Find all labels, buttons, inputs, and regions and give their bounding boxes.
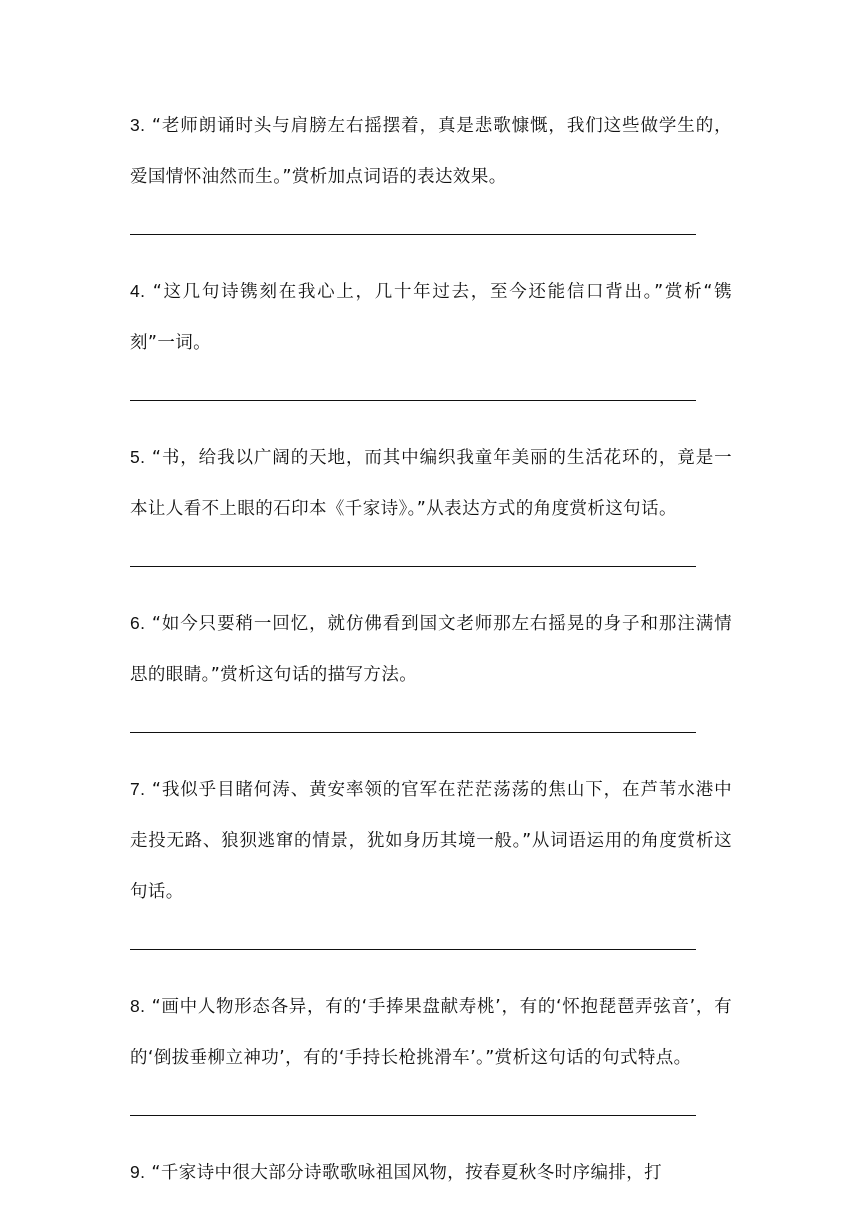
question-7 [130, 764, 732, 950]
question-number: 7. [130, 779, 146, 799]
question-text [130, 432, 732, 535]
question-9 [130, 1147, 732, 1199]
question-5 [130, 432, 732, 567]
question-number: 3. [130, 115, 146, 135]
question-body: “老师朗诵时头与肩膀左右摇摆着，真是悲歌慷慨，我们这些做学生的，爱国情怀油然而生。”赏析加点词语的表达效果。 [130, 116, 732, 187]
answer-line[interactable] [130, 1115, 696, 1116]
question-body: “这几句诗镌刻在我心上，几十年过去，至今还能信口背出。”赏析“镌刻”一词。 [130, 282, 732, 353]
question-3 [130, 100, 732, 235]
answer-line[interactable] [130, 949, 696, 950]
answer-line[interactable] [130, 566, 696, 567]
question-number: 9. [130, 1162, 146, 1182]
answer-line[interactable] [130, 732, 696, 733]
question-number: 5. [130, 447, 146, 467]
answer-line[interactable] [130, 234, 696, 235]
question-number: 8. [130, 996, 146, 1016]
question-text [130, 764, 732, 918]
question-text [130, 598, 732, 701]
question-text [130, 100, 732, 203]
question-body: “我似乎目睹何涛、黄安率领的官军在茫茫荡荡的焦山下，在芦苇水港中走投无路、狼狈逃窜的情景，犹如身历其境一般。”从词语运用的角度赏析这句话。 [130, 780, 732, 902]
question-6 [130, 598, 732, 733]
question-body: “书，给我以广阔的天地，而其中编织我童年美丽的生活花环的，竟是一本让人看不上眼的石印本《千家诗》。”从表达方式的角度赏析这句话。 [130, 448, 732, 519]
question-4 [130, 266, 732, 401]
question-body: “如今只要稍一回忆，就仿佛看到国文老师那左右摇晃的身子和那注满情思的眼睛。”赏析这句话的描写方法。 [130, 614, 732, 685]
question-text [130, 1147, 732, 1199]
question-8 [130, 981, 732, 1116]
question-body: “画中人物形态各异，有的‘手捧果盘献寿桃’，有的‘怀抱琵琶弄弦音’，有的‘倒拔垂柳立神功’，有的‘手持长枪挑滑车’。”赏析这句话的句式特点。 [130, 997, 732, 1068]
answer-line[interactable] [130, 400, 696, 401]
question-text [130, 981, 732, 1084]
question-text [130, 266, 732, 369]
question-number: 4. [130, 281, 146, 301]
question-body: “千家诗中很大部分诗歌歌咏祖国风物，按春夏秋冬时序编排，打 [151, 1163, 663, 1183]
worksheet-page [130, 100, 732, 1199]
question-number: 6. [130, 613, 146, 633]
